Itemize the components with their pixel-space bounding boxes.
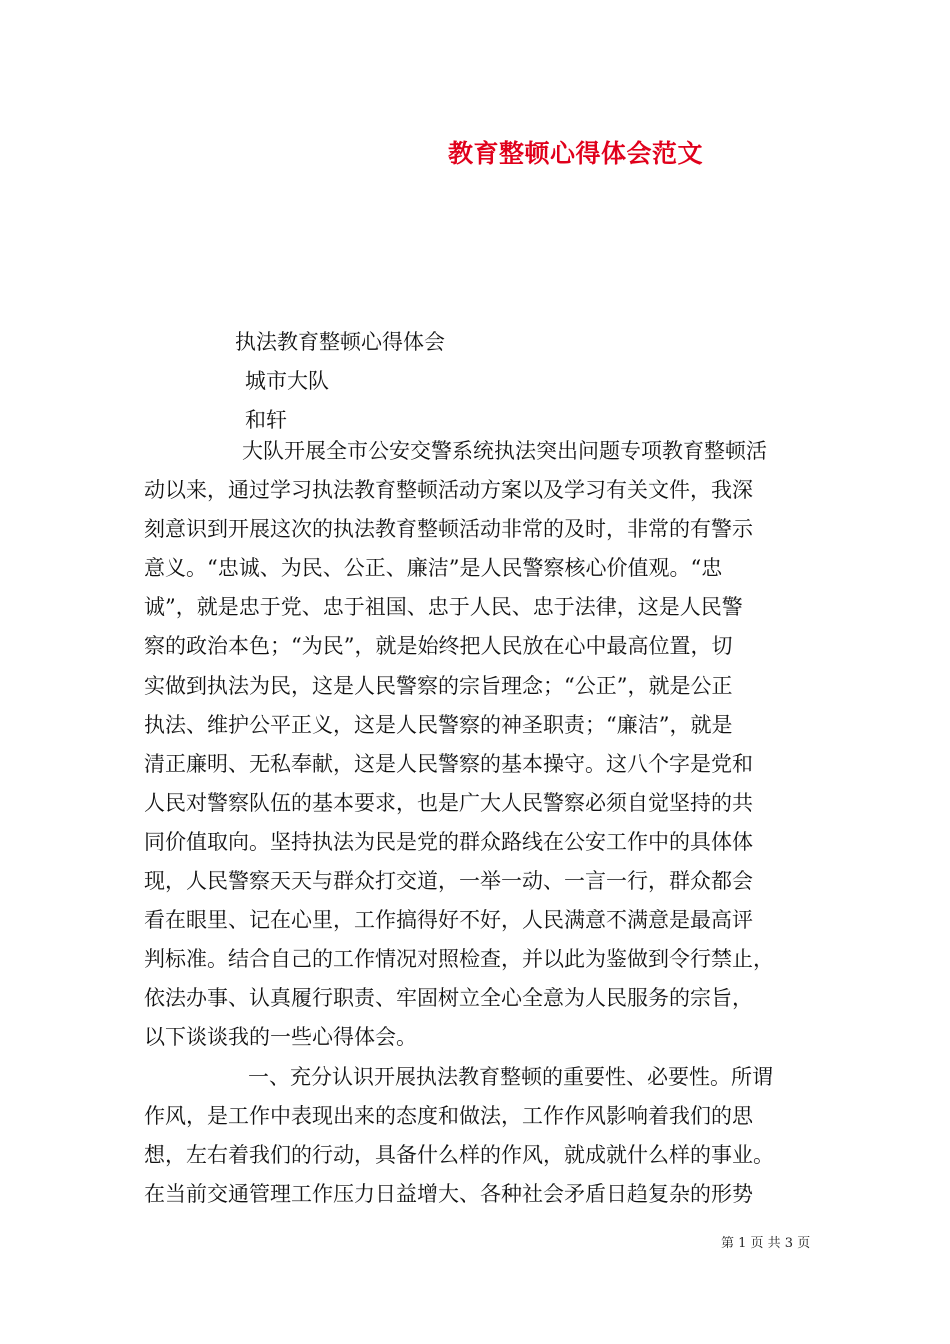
paragraph-line: 在当前交通管理工作压力日益增大、各种社会矛盾日趋复杂的形势 bbox=[144, 1181, 753, 1206]
paragraph-line: 清正廉明、无私奉献，这是人民警察的基本操守。这八个字是党和 bbox=[144, 751, 753, 776]
paragraph-line: 依法办事、认真履行职责、牢固树立全心全意为人民服务的宗旨， bbox=[144, 986, 753, 1011]
paragraph-line: 同价值取向。坚持执法为民是党的群众路线在公安工作中的具体体 bbox=[144, 829, 753, 854]
paragraph-line: 判标准。结合自己的工作情况对照检查，并以此为鉴做到令行禁止， bbox=[144, 947, 774, 972]
paragraph-line: 动以来，通过学习执法教育整顿活动方案以及学习有关文件，我深 bbox=[144, 478, 753, 503]
paragraph-line: 执法、维护公平正义，这是人民警察的神圣职责；“廉洁”，就是 bbox=[144, 712, 733, 737]
page-number-footer: 第 1 页 共 3 页 bbox=[721, 1236, 811, 1251]
document-body bbox=[144, 432, 814, 1214]
paragraph-line: 大队开展全市公安交警系统执法突出问题专项教育整顿活 bbox=[242, 439, 767, 463]
paragraph-line: 刻意识到开展这次的执法教育整顿活动非常的及时，非常的有警示 bbox=[144, 517, 753, 542]
paragraph-line: 以下谈谈我的一些心得体会。 bbox=[144, 1025, 417, 1050]
paragraph-line: 想，左右着我们的行动，具备什么样的作风，就成就什么样的事业。 bbox=[144, 1142, 774, 1167]
paragraph-line: 诚”，就是忠于党、忠于祖国、忠于人民、忠于法律，这是人民警 bbox=[144, 595, 743, 620]
paragraph-line: 意义。“忠诚、为民、公正、廉洁”是人民警察核心价值观。“忠 bbox=[144, 556, 723, 581]
paragraph-line: 一、充分认识开展执法教育整顿的重要性、必要性。所谓 bbox=[248, 1064, 773, 1089]
document-title: 教育整顿心得体会范文 bbox=[448, 139, 704, 168]
document-unit: 城市大队 bbox=[245, 369, 329, 393]
paragraph-line: 看在眼里、记在心里，工作搞得好不好，人民满意不满意是最高评 bbox=[144, 908, 753, 933]
paragraph-line: 实做到执法为民，这是人民警察的宗旨理念；“公正”，就是公正 bbox=[144, 673, 733, 698]
document-author: 和轩 bbox=[245, 408, 287, 432]
paragraph-line: 人民对警察队伍的基本要求，也是广大人民警察必须自觉坚持的共 bbox=[144, 790, 753, 815]
paragraph-line: 现，人民警察天天与群众打交道，一举一动、一言一行，群众都会 bbox=[144, 869, 753, 894]
document-subtitle: 执法教育整顿心得体会 bbox=[235, 330, 445, 354]
paragraph-line: 察的政治本色；“为民”，就是始终把人民放在心中最高位置，切 bbox=[144, 634, 733, 659]
paragraph-line: 作风，是工作中表现出来的态度和做法，工作作风影响着我们的思 bbox=[144, 1103, 753, 1128]
